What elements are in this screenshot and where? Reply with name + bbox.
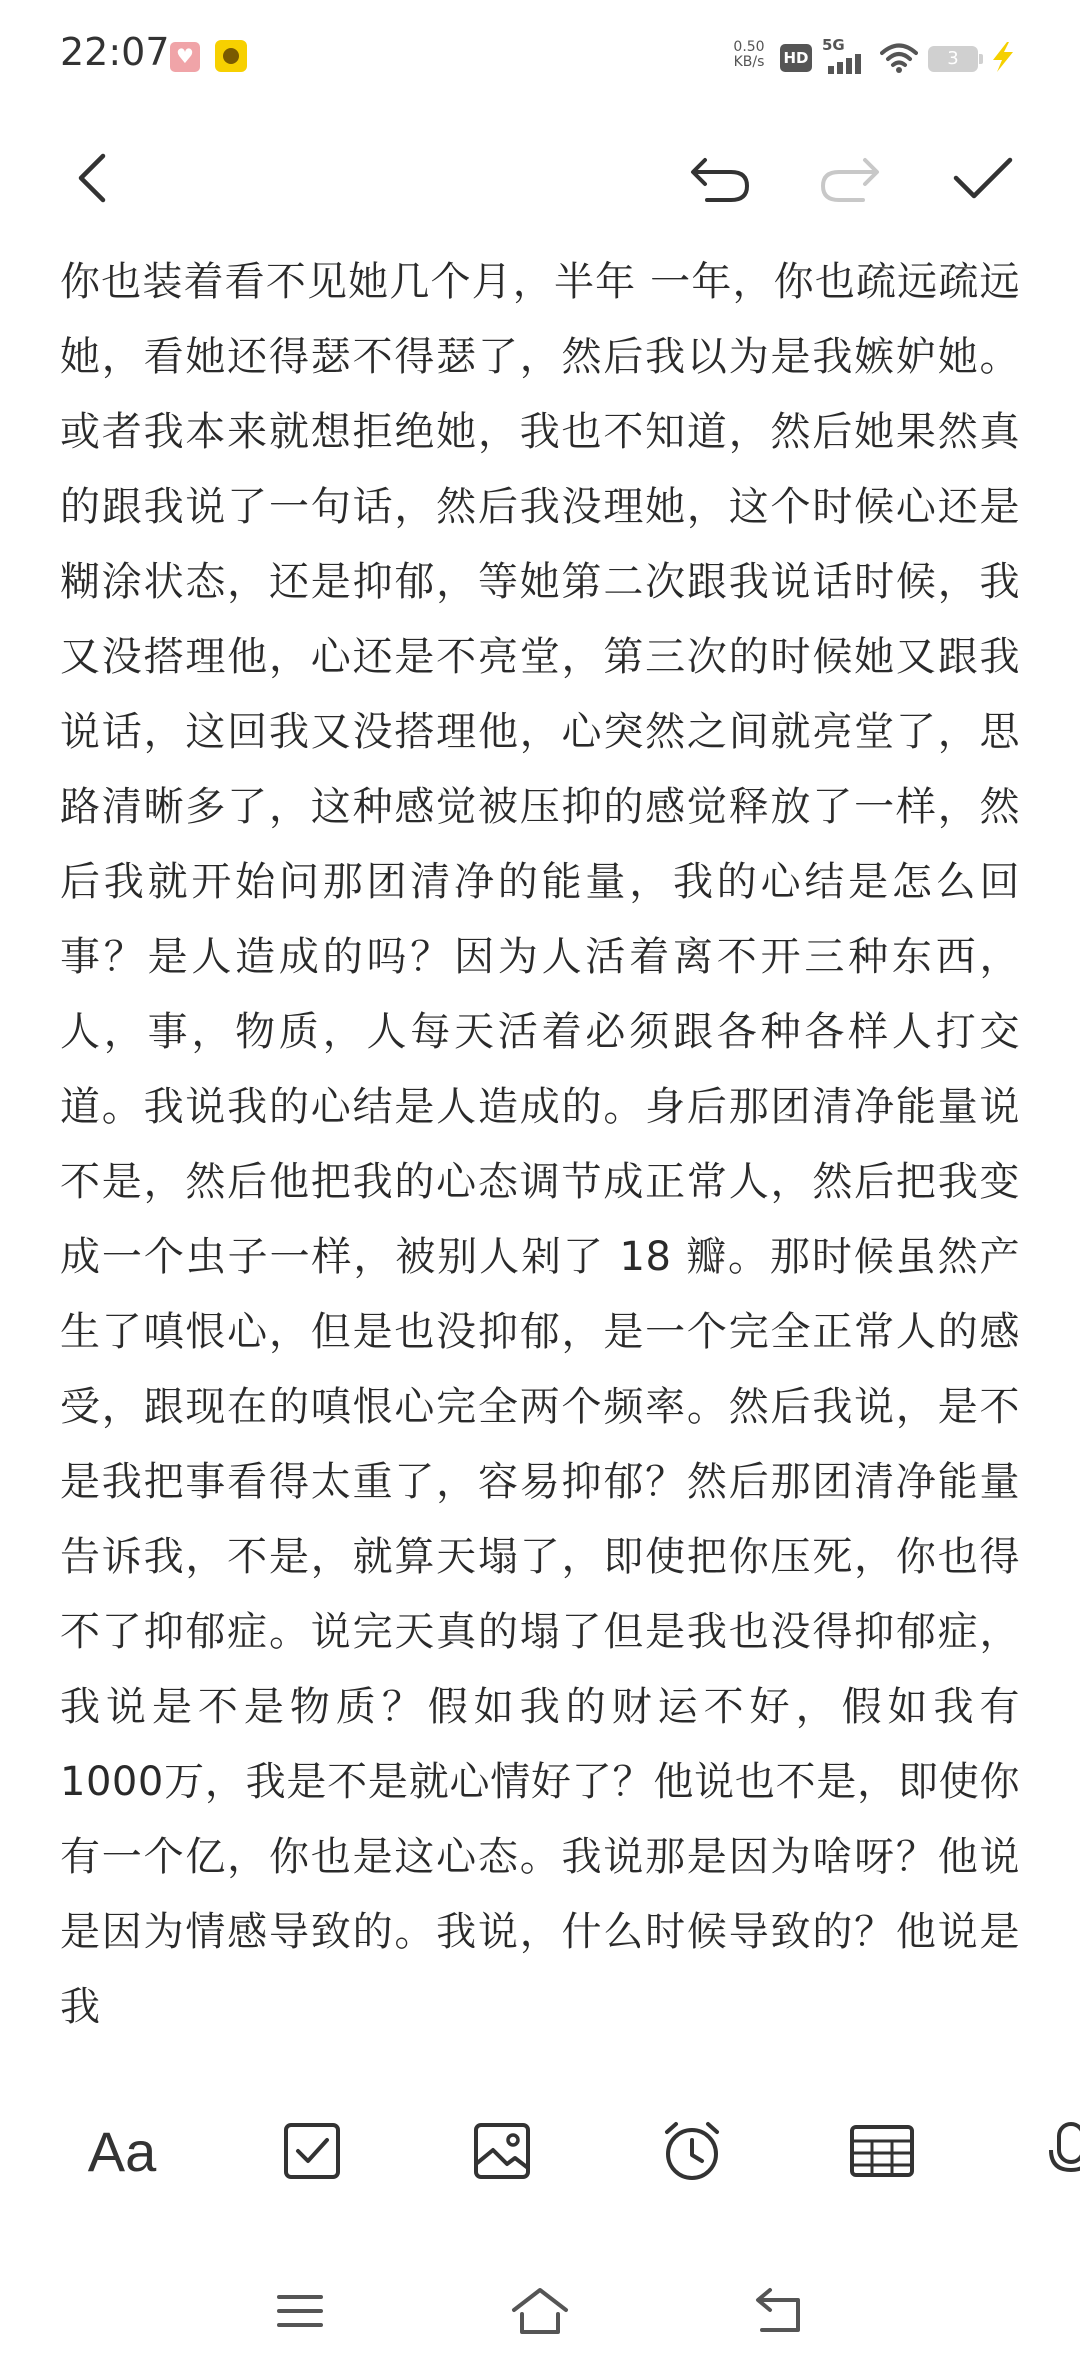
redo-icon <box>815 148 885 208</box>
system-navigation-bar <box>0 2236 1080 2376</box>
network-speed <box>726 40 772 70</box>
microphone-icon <box>1045 2118 1080 2184</box>
home-icon <box>508 2286 572 2336</box>
battery-icon: 3 <box>928 46 978 72</box>
text-style-button[interactable] <box>82 2111 162 2191</box>
menu-nav-button[interactable] <box>260 2276 340 2346</box>
checklist-button[interactable] <box>272 2111 352 2191</box>
chevron-left-icon <box>65 148 125 208</box>
status-time: 22:07 <box>60 30 170 74</box>
hd-voice-icon: HD <box>780 44 812 72</box>
confirm-button[interactable] <box>943 138 1023 218</box>
home-nav-button[interactable] <box>500 2276 580 2346</box>
image-icon <box>471 2120 533 2182</box>
network-speed-unit: KB/s <box>733 54 765 70</box>
text-style-label: Aa <box>87 2119 157 2183</box>
menu-icon <box>275 2291 325 2331</box>
reminder-button[interactable] <box>652 2111 732 2191</box>
wifi-icon <box>880 42 918 74</box>
charging-bolt-icon <box>985 40 1019 74</box>
undo-icon <box>685 148 755 208</box>
table-icon <box>848 2123 916 2179</box>
back-arrow-icon <box>752 2286 808 2336</box>
checkbox-icon <box>281 2120 343 2182</box>
undo-button[interactable] <box>680 138 760 218</box>
note-text-editor[interactable]: 你也装着看不见她几个月，半年 一年，你也疏远疏远她，看她还得瑟不得瑟了，然后我以为是我嫉妒她。或者我本来就想拒绝她，我也不知道，然后她果然真的跟我说了一句话，然后我没理她，这个时候心还是糊涂状态，还是抑郁，等她第二次跟我说话时候，我又没搭理他，心还是不亮堂，第三次的时候她又跟我说话，这回我又没搭理他，心突然之间就亮堂了，思路清晰多了，这种感觉被压抑的感觉释放了一样，然后我就开始问那团清净的能量，我的心结是怎么回事？是人造成的吗？因为人活着离不开三种东西，人，事，物质，人每天活着必须跟各种各样人打交道。我说我的心结是人造成的。身后那团清净能量说不是，然后他把我的心态调节成正常人，然后把我变成一个虫子一样，被别人剁了 18 瓣。那时候虽然产生了嗔恨心，但是也没抑郁，是一个完全正常人的感受，跟现在的嗔恨心完全两个频率。然后我说，是不是我把事看得太重了，容易抑郁？然后那团清净能量告诉我，不是，就算天塌了，即使把你压死，你也得不了抑郁症。说完天真的塌了但是我也没得抑郁症，我说是不是物质？假如我的财运不好，假如我有 1000万，我是不是就心情好了？他说也不是，即使你有一个亿，你也是这心态。我说那是因为啥呀？他说是因为情感导致的。我说，什么时候导致的？他说是我 <box>60 259 1020 2030</box>
notification-app-icon-2 <box>215 40 247 72</box>
checkmark-icon <box>948 148 1018 208</box>
alarm-clock-icon <box>659 2118 725 2184</box>
insert-image-button[interactable] <box>462 2111 542 2191</box>
notification-app-icon <box>170 42 200 72</box>
voice-input-button[interactable] <box>1030 2111 1080 2191</box>
network-type-label: 5G <box>822 36 845 54</box>
back-button[interactable] <box>55 138 135 218</box>
format-toolbar <box>0 2066 1080 2236</box>
network-speed-value: 0.50 <box>733 39 765 55</box>
insert-table-button[interactable] <box>842 2111 922 2191</box>
editor-toolbar <box>0 110 1080 240</box>
signal-strength-icon <box>828 52 868 74</box>
redo-button[interactable] <box>810 138 890 218</box>
status-bar <box>0 0 1080 110</box>
back-nav-button[interactable] <box>740 2276 820 2346</box>
